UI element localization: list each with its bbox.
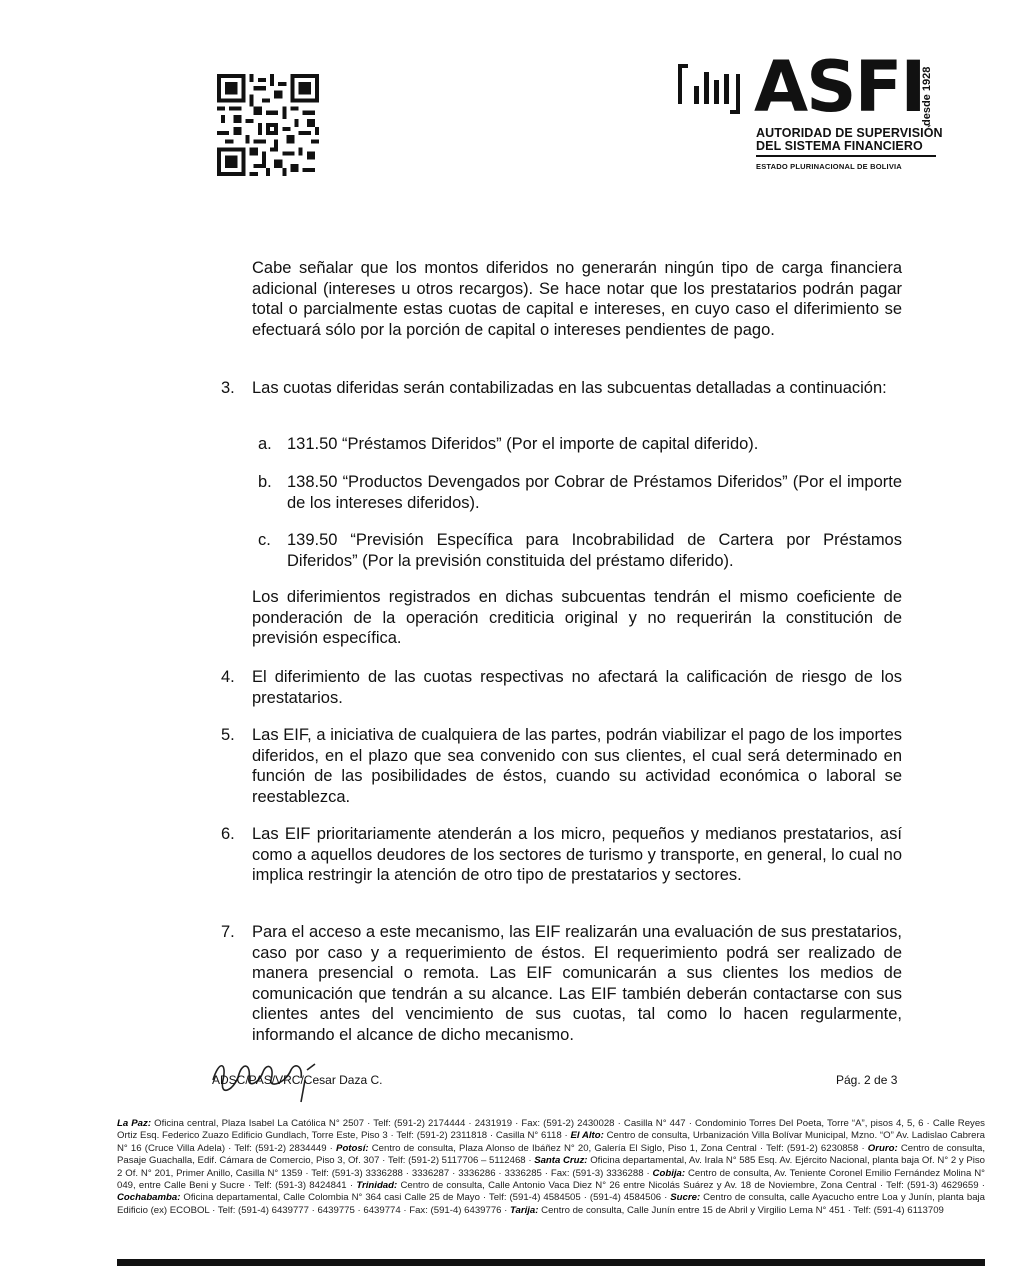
intro-paragraph: Cabe señalar que los montos diferidos no generarán ningún tipo de carga financiera adicional (intereses u otros recargos). Se hace notar que los prestatarios podrán pagar total o parcialmente estas cuotas de capital e intereses, en cuyo caso el diferimiento se efectuará sólo por la porción de capital o intereses pendientes de pago. <box>252 259 902 339</box>
logo-line-2: DEL SISTEMA FINANCIERO <box>756 139 923 153</box>
footer-city-8: Sucre: <box>670 1192 704 1204</box>
item-5-text: Las EIF, a iniciativa de cualquiera de las partes, podrán viabilizar el pago de los importes diferidos, en el plazo que sea convenido con sus clientes, el cual será determinado en función de las posibilidades de éstos, cuando su actividad económica o laboral se reestablezca. <box>252 726 902 806</box>
item-number-3: 3. <box>221 379 235 397</box>
item-number-6: 6. <box>221 825 235 843</box>
footer-city-6: Trinidad: <box>356 1180 401 1192</box>
footer-city-9: Tarija: <box>510 1204 542 1216</box>
logo-bars-icon <box>676 60 748 118</box>
logo-divider <box>756 155 936 157</box>
after-list-paragraph: Los diferimientos registrados en dichas subcuentas tendrán el mismo coeficiente de ponderación de la operación crediticia original y no requerirán la constitución de previsión específica. <box>252 588 902 647</box>
item-number-7: 7. <box>221 923 235 941</box>
footer-city-0: La Paz: <box>117 1118 155 1129</box>
footer-city-4: Santa Cruz: <box>534 1155 591 1167</box>
footer-city-2: Potosí: <box>336 1142 372 1154</box>
page-number: Pág. 2 de 3 <box>836 1073 898 1087</box>
subitem-c-text: 139.50 “Previsión Específica para Incobrabilidad de Cartera por Préstamos Diferidos” (Por la previsión constituida del préstamo diferido). <box>287 531 902 570</box>
item-7-text: Para el acceso a este mecanismo, las EIF realizarán una evaluación de sus prestatarios, caso por caso y a requerimiento de éstos. El requerimiento podrá ser realizado de manera presencial o remota. Las EIF comunicarán a sus clientes los medios de comunicación que tendrán a su alcance. Las EIF también deberán contactarse con sus clientes antes del vencimiento de sus cuotas, tal como lo hacen regularmente, informando el alcance de dicho mecanismo. <box>252 923 902 1044</box>
item-3-text: Las cuotas diferidas serán contabilizadas en las subcuentas detalladas a continuación: <box>252 379 887 397</box>
item-6-text: Las EIF prioritariamente atenderán a los micro, pequeños y medianos prestatarios, así como a aquellos deudores de los sectores de turismo y transporte, en general, lo cual no implica restringir la atención de otro tipo de prestatarios y sectores. <box>252 825 902 884</box>
logo-line-3: ESTADO PLURINACIONAL DE BOLIVIA <box>756 162 902 171</box>
logo-line-1: AUTORIDAD DE SUPERVISIÓN <box>756 126 943 140</box>
subitem-a-text: 131.50 “Préstamos Diferidos” (Por el importe de capital diferido). <box>287 435 759 453</box>
subitem-b-text: 138.50 “Productos Devengados por Cobrar de Préstamos Diferidos” (Por el importe de los intereses diferidos). <box>287 473 902 512</box>
footer-address-2: Centro de consulta, Plaza Alonso de Ibáñez N° 20, Galería El Siglo, Piso 1, Zona Central · Telf: (591-2) 6230858 · <box>371 1142 868 1154</box>
footer-address-6: Centro de consulta, Calle Antonio Vaca Diez N° 26 entre Nicolás Suárez y Av. 18 de Noviembre, Zona Central · Telf: (591-3) 4629659 · <box>400 1180 986 1192</box>
footer-address-1: Centro de consulta, Urbanización Villa Bolívar Municipal, Mzno. “O” Av. Ladislao Cabrera N° 16 (Cruce Villa Adela) · Telf: (591-2) 2834449 · <box>117 1130 985 1154</box>
logo-since: desde 1928 <box>921 66 933 126</box>
footer-city-1: El Alto: <box>570 1130 607 1142</box>
footer-city-7: Cochabamba: <box>117 1192 184 1204</box>
footer-address-7: Oficina departamental, Calle Colombia N° 364 casi Calle 25 de Mayo · Telf: (591-4) 4584505 · (591-4) 4584506 · <box>183 1192 671 1204</box>
asfi-logo <box>676 46 946 180</box>
footer-city-5: Cobija: <box>652 1167 688 1179</box>
item-4-text: El diferimiento de las cuotas respectivas no afectará la calificación de riesgo de los prestatarios. <box>252 668 902 707</box>
footer-address-0: Oficina central, Plaza Isabel La Católica N° 2507 · Telf: (591-2) 2174444 · 2431919 · Fax: (591-2) 2430028 · Casilla N° 447 · Condominio Torres Del Poeta, Torre “A”, pisos 4, 5, 6 · Calle Reyes Ortiz Esq. Federico Zuazo Edificio Gundlach, Torre Este, Piso 3 · Telf: (591-2) 2311818 · Casilla N° 6118 · <box>117 1118 985 1142</box>
qr-code <box>217 73 319 177</box>
footer-address-3: Centro de consulta, Pasaje Guachalla, Edif. Cámara de Comercio, Piso 3, Of. 307 · Telf: (591-2) 5117706 – 5112468 · <box>117 1142 985 1167</box>
signature-initials: ADSC/PAS/VRC/Cesar Daza C. <box>212 1073 383 1087</box>
footer-addresses <box>117 1118 985 1217</box>
footer-address-9: Centro de consulta, Calle Junín entre 15 de Abril y Virgilio Lema N° 451 · Telf: (591-4) 6113709 <box>541 1204 944 1216</box>
subitem-letter-b: b. <box>258 473 272 491</box>
footer-address-5: Centro de consulta, Av. Teniente Coronel Emilio Fernández Molina N° 049, entre Calle Beni y Sucre · Telf: (591-3) 8424841 · <box>117 1167 985 1192</box>
subitem-letter-c: c. <box>258 531 271 549</box>
footer-address-4: Oficina departamental, Av. Irala N° 585 Esq. Av. Ejército Nacional, planta baja Of. N° 2 y Piso 2 Of. N° 201, Primer Anillo, Casilla N° 1359 · Telf: (591-3) 3336288 · 3336287 · 3336286 · 3336285 · Fax: (591-3) 3336288 · <box>117 1155 985 1179</box>
item-number-5: 5. <box>221 726 235 744</box>
footer-city-3: Oruro: <box>867 1142 901 1154</box>
subitem-letter-a: a. <box>258 435 272 453</box>
footer-rule <box>117 1259 985 1266</box>
item-number-4: 4. <box>221 668 235 686</box>
logo-acronym: ASFI <box>754 46 925 128</box>
footer-address-8: Centro de consulta, calle Ayacucho entre Loa y Junín, planta baja Edificio (ex) ECOBOL · Telf: (591-4) 6439777 · 6439775 · 6439774 · Fax: (591-4) 6439776 · <box>117 1192 985 1216</box>
